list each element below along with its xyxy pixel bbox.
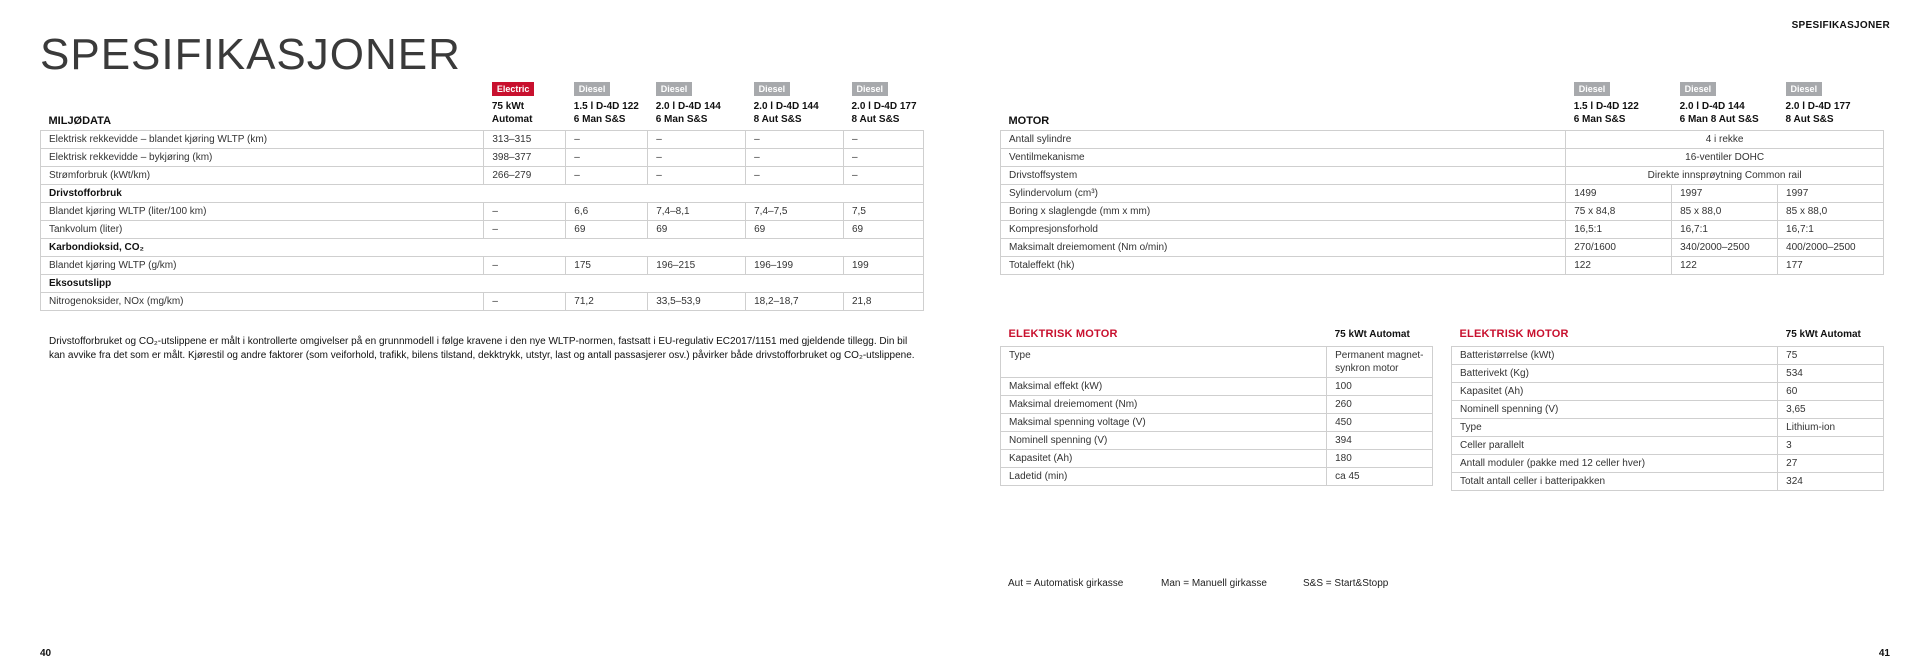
table-cell: 16,7:1 [1778, 221, 1884, 239]
table-cell: 3 [1778, 436, 1884, 454]
table-row [1001, 221, 1884, 239]
section-row [41, 239, 924, 257]
col-line2: 6 Man S&S [573, 114, 626, 125]
row-label: Blandet kjøring WLTP (g/km) [41, 257, 484, 275]
row-label: Tankvolum (liter) [41, 221, 484, 239]
table-cell: – [484, 221, 566, 239]
legend-ss: S&S = Start&Stopp [1303, 578, 1389, 589]
table-row [1001, 257, 1884, 275]
table-cell: – [844, 149, 924, 167]
row-label: Nominell spenning (V) [1452, 400, 1778, 418]
table-cell: – [566, 167, 648, 185]
table-row [1001, 239, 1884, 257]
table-cell: 1997 [1672, 185, 1778, 203]
table-row [1452, 382, 1884, 400]
table-row [41, 203, 924, 221]
fuel-badge: Diesel [754, 82, 791, 96]
table-cell: 69 [844, 221, 924, 239]
row-label: Boring x slaglengde (mm x mm) [1001, 203, 1566, 221]
table-cell: 398–377 [484, 149, 566, 167]
table-cell: 85 x 88,0 [1672, 203, 1778, 221]
row-label: Nitrogenoksider, NOx (mg/km) [41, 293, 484, 311]
section-label: Eksosutslipp [41, 275, 924, 293]
table-cell: – [484, 203, 566, 221]
table-row [1001, 449, 1433, 467]
row-label: Nominell spenning (V) [1001, 431, 1327, 449]
table-cell: 324 [1778, 472, 1884, 490]
table-row [1452, 454, 1884, 472]
section-label: Karbondioksid, CO₂ [41, 239, 924, 257]
elmotor-header-row [1001, 328, 1433, 346]
fuel-badge: Diesel [1574, 82, 1611, 96]
table-cell-span: Direkte innsprøytning Common rail [1566, 167, 1884, 185]
table-cell: 450 [1327, 413, 1433, 431]
battery-table [1451, 328, 1884, 491]
table-cell: 7,4–7,5 [746, 203, 844, 221]
row-label: Maksimal effekt (kW) [1001, 377, 1327, 395]
battery-heading: ELEKTRISK MOTOR [1459, 328, 1569, 340]
col-line2: 8 Aut S&S [753, 114, 802, 125]
row-label: Maksimal spenning voltage (V) [1001, 413, 1327, 431]
col-line1: 2.0 l D-4D 144 [655, 101, 721, 112]
col-line1: 2.0 l D-4D 177 [851, 101, 917, 112]
row-label: Kompresjonsforhold [1001, 221, 1566, 239]
row-label: Kapasitet (Ah) [1001, 449, 1327, 467]
battery-col-header: 75 kWt Automat [1785, 329, 1861, 340]
row-label: Batteristørrelse (kWt) [1452, 346, 1778, 364]
section-label: Drivstofforbruk [41, 185, 924, 203]
table-cell: 100 [1327, 377, 1433, 395]
fuel-badge: Electric [492, 82, 535, 96]
row-label: Celler parallelt [1452, 436, 1778, 454]
table-cell: 18,2–18,7 [746, 293, 844, 311]
row-label: Batterivekt (Kg) [1452, 364, 1778, 382]
col-line2: 8 Aut S&S [1785, 114, 1834, 125]
row-label: Ventilmekanisme [1001, 149, 1566, 167]
motor-col-1 [1672, 82, 1778, 131]
table-cell: 394 [1327, 431, 1433, 449]
row-label: Type [1452, 418, 1778, 436]
col-line1: 2.0 l D-4D 177 [1785, 101, 1851, 112]
row-label: Totalt antall celler i batteripakken [1452, 472, 1778, 490]
miljodata-table [40, 82, 924, 311]
table-row [1001, 131, 1884, 149]
table-cell: – [746, 131, 844, 149]
col-line2: 6 Man S&S [1573, 114, 1626, 125]
table-cell: 199 [844, 257, 924, 275]
motor-table [1000, 82, 1884, 275]
miljodata-col-3 [746, 82, 844, 131]
table-cell: 175 [566, 257, 648, 275]
row-label: Antall sylindre [1001, 131, 1566, 149]
table-row [41, 257, 924, 275]
miljodata-col-0 [484, 82, 566, 131]
table-row [1001, 346, 1433, 377]
table-cell: 196–215 [648, 257, 746, 275]
row-label: Maksimal dreiemoment (Nm) [1001, 395, 1327, 413]
table-row [1452, 418, 1884, 436]
table-cell: – [746, 167, 844, 185]
fuel-badge: Diesel [1786, 82, 1823, 96]
table-cell: Permanent magnet-synkron motor [1327, 346, 1433, 377]
table-cell: 16,7:1 [1672, 221, 1778, 239]
table-cell: 400/2000–2500 [1778, 239, 1884, 257]
table-cell: – [648, 149, 746, 167]
table-cell: 196–199 [746, 257, 844, 275]
table-cell-span: 4 i rekke [1566, 131, 1884, 149]
table-row [1001, 185, 1884, 203]
page-number-right: 41 [1878, 648, 1890, 659]
fuel-badge: Diesel [1680, 82, 1717, 96]
table-row [41, 293, 924, 311]
table-cell: Lithium-ion [1778, 418, 1884, 436]
table-cell: – [484, 257, 566, 275]
row-label: Type [1001, 346, 1327, 377]
row-label: Strømforbruk (kWt/km) [41, 167, 484, 185]
table-cell: 3,65 [1778, 400, 1884, 418]
row-label: Ladetid (min) [1001, 467, 1327, 485]
table-cell: 21,8 [844, 293, 924, 311]
table-cell: 60 [1778, 382, 1884, 400]
table-cell: 180 [1327, 449, 1433, 467]
col-line2: 8 Aut S&S [851, 114, 900, 125]
section-row [41, 275, 924, 293]
table-cell: 122 [1566, 257, 1672, 275]
table-cell: 69 [648, 221, 746, 239]
table-cell: 177 [1778, 257, 1884, 275]
elmotor-heading: ELEKTRISK MOTOR [1008, 328, 1118, 340]
table-cell: 260 [1327, 395, 1433, 413]
miljodata-heading: MILJØDATA [48, 115, 112, 127]
col-line1: 1.5 l D-4D 122 [573, 101, 639, 112]
motor-body [1001, 131, 1884, 275]
elmotor-col-header: 75 kWt Automat [1334, 329, 1410, 340]
table-row [41, 221, 924, 239]
table-cell: – [746, 149, 844, 167]
fuel-badge: Diesel [852, 82, 889, 96]
miljodata-body [41, 131, 924, 311]
emissions-note: Drivstofforbruket og CO₂-utslippene er målt i kontrollerte omgivelser på en grunnmodell i følge kravene i den nye WLTP-normen, fastsatt i EU-regulativ EC2017/1151 med gjeldende tillegg. Din bil kan avvike fra det som er målt. Kjørestil og andre faktorer (som veiforhold, trafikk, bilens tilstand, dekktrykk, utstyr, last og antall passasjerer osv.) påvirker både drivstofforbruket og CO₂-utslippene. [49, 336, 915, 361]
row-label: Totaleffekt (hk) [1001, 257, 1566, 275]
table-cell: 71,2 [566, 293, 648, 311]
table-cell: 6,6 [566, 203, 648, 221]
elmotor-body [1001, 346, 1433, 485]
table-cell: 7,5 [844, 203, 924, 221]
table-row [1001, 377, 1433, 395]
row-label: Sylindervolum (cm³) [1001, 185, 1566, 203]
table-cell: 75 [1778, 346, 1884, 364]
motor-col-0 [1566, 82, 1672, 131]
table-cell: – [484, 293, 566, 311]
table-row [41, 167, 924, 185]
col-line2: 6 Man 8 Aut S&S [1679, 114, 1759, 125]
table-cell: 7,4–8,1 [648, 203, 746, 221]
table-row [1001, 431, 1433, 449]
table-row [1452, 472, 1884, 490]
table-cell: – [566, 149, 648, 167]
legend-aut: Aut = Automatisk girkasse [1008, 578, 1124, 589]
table-cell: – [844, 131, 924, 149]
row-label: Blandet kjøring WLTP (liter/100 km) [41, 203, 484, 221]
table-row [1452, 346, 1884, 364]
table-row [1001, 149, 1884, 167]
motor-col-2 [1778, 82, 1884, 131]
row-label: Maksimalt dreiemoment (Nm o/min) [1001, 239, 1566, 257]
table-row [1452, 436, 1884, 454]
motor-section [1000, 82, 1884, 275]
table-cell-span: 16-ventiler DOHC [1566, 149, 1884, 167]
table-cell: 1499 [1566, 185, 1672, 203]
legend-man: Man = Manuell girkasse [1161, 578, 1267, 589]
table-cell: 340/2000–2500 [1672, 239, 1778, 257]
row-label: Elektrisk rekkevidde – blandet kjøring WLTP (km) [41, 131, 484, 149]
table-row [1452, 400, 1884, 418]
battery-header-row [1452, 328, 1884, 346]
table-cell: 69 [746, 221, 844, 239]
page-title: SPESIFIKASJONER [40, 30, 461, 79]
table-row [1001, 413, 1433, 431]
miljodata-header-row [41, 82, 924, 131]
battery-section [1451, 328, 1884, 491]
elmotor-section [1000, 328, 1433, 486]
col-line1: 2.0 l D-4D 144 [753, 101, 819, 112]
table-row [1001, 167, 1884, 185]
motor-heading: MOTOR [1008, 115, 1050, 127]
col-line2: Automat [491, 114, 533, 125]
row-label: Antall moduler (pakke med 12 celler hver) [1452, 454, 1778, 472]
table-cell: – [648, 131, 746, 149]
table-cell: 33,5–53,9 [648, 293, 746, 311]
col-line2: 6 Man S&S [655, 114, 708, 125]
table-row [1452, 364, 1884, 382]
table-cell: 1997 [1778, 185, 1884, 203]
fuel-badge: Diesel [574, 82, 611, 96]
row-label: Drivstoffsystem [1001, 167, 1566, 185]
table-cell: – [648, 167, 746, 185]
table-cell: 266–279 [484, 167, 566, 185]
elmotor-table [1000, 328, 1433, 486]
row-label: Kapasitet (Ah) [1452, 382, 1778, 400]
table-cell: 16,5:1 [1566, 221, 1672, 239]
table-cell: 85 x 88,0 [1778, 203, 1884, 221]
table-cell: 313–315 [484, 131, 566, 149]
table-cell: 534 [1778, 364, 1884, 382]
motor-header-row [1001, 82, 1884, 131]
table-cell: 75 x 84,8 [1566, 203, 1672, 221]
table-row [1001, 395, 1433, 413]
col-line1: 2.0 l D-4D 144 [1679, 101, 1745, 112]
table-row [1001, 203, 1884, 221]
miljodata-section [40, 82, 924, 311]
table-row [1001, 467, 1433, 485]
section-row [41, 185, 924, 203]
miljodata-col-4 [844, 82, 924, 131]
table-cell: ca 45 [1327, 467, 1433, 485]
battery-body [1452, 346, 1884, 490]
table-cell: 27 [1778, 454, 1884, 472]
table-cell: 69 [566, 221, 648, 239]
table-cell: 122 [1672, 257, 1778, 275]
table-cell: – [844, 167, 924, 185]
page-number-left: 40 [40, 648, 52, 659]
col-line1: 1.5 l D-4D 122 [1573, 101, 1639, 112]
col-line1: 75 kWt [491, 101, 525, 112]
table-row [41, 131, 924, 149]
table-cell: 270/1600 [1566, 239, 1672, 257]
miljodata-col-1 [566, 82, 648, 131]
row-label: Elektrisk rekkevidde – bykjøring (km) [41, 149, 484, 167]
miljodata-col-2 [648, 82, 746, 131]
table-row [41, 149, 924, 167]
table-cell: – [566, 131, 648, 149]
fuel-badge: Diesel [656, 82, 693, 96]
page-header: SPESIFIKASJONER [1791, 20, 1890, 31]
